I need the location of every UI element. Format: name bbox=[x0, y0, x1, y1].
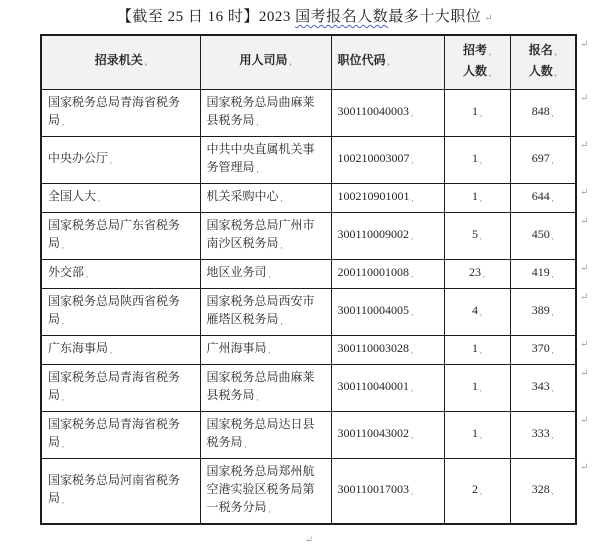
table-row bbox=[41, 288, 576, 335]
cell-end-mark: , bbox=[551, 193, 554, 203]
table-cell: 343 , bbox=[510, 364, 576, 411]
table-cell: 419 , bbox=[510, 259, 576, 288]
cell-end-mark: , bbox=[256, 392, 259, 402]
row-paragraph-mark-icon: ↵ bbox=[580, 140, 589, 151]
table-row bbox=[41, 364, 576, 411]
cell-end-mark: , bbox=[62, 240, 65, 250]
cell-end-mark: , bbox=[411, 307, 414, 317]
cell-end-mark: , bbox=[483, 269, 485, 279]
cell-end-mark: , bbox=[411, 486, 414, 496]
table-cell: 300110003028 , bbox=[331, 335, 444, 364]
cell-end-mark: , bbox=[411, 155, 414, 165]
paragraph-mark-icon: ↵ bbox=[484, 13, 494, 24]
cell-end-mark: , bbox=[480, 155, 482, 165]
table-cell: 100210003007 , bbox=[331, 136, 444, 183]
table-cell: 全国人大 , bbox=[41, 183, 200, 212]
row-paragraph-mark-icon: ↵ bbox=[580, 39, 589, 50]
cell-end-mark: , bbox=[411, 345, 414, 355]
document-end-paragraph bbox=[40, 530, 575, 548]
column-header: 报名 , 人数 , bbox=[510, 35, 576, 89]
cell-end-mark: , bbox=[244, 439, 247, 449]
cell-end-mark: , bbox=[256, 164, 259, 174]
page-title bbox=[0, 0, 610, 28]
cell-end-mark: , bbox=[110, 345, 113, 355]
table-row bbox=[41, 212, 576, 259]
cell-end-mark: , bbox=[86, 269, 89, 279]
cell-end-mark: , bbox=[480, 307, 482, 317]
column-header: 用人司局 , bbox=[200, 35, 331, 89]
cell-end-mark: , bbox=[551, 486, 554, 496]
cell-end-mark: , bbox=[480, 345, 482, 355]
cell-end-mark: , bbox=[289, 58, 292, 68]
table-cell: 1 , bbox=[444, 335, 510, 364]
table-cell: 国家税务总局广州市南沙区税务局 , bbox=[200, 212, 331, 259]
cell-end-mark: , bbox=[411, 383, 414, 393]
table-cell: 697 , bbox=[510, 136, 576, 183]
table-cell: 300110017003 , bbox=[331, 458, 444, 524]
cell-end-mark: , bbox=[280, 316, 283, 326]
table-cell: 国家税务总局青海省税务局 , bbox=[41, 411, 200, 458]
cell-end-mark: , bbox=[256, 117, 259, 127]
table-cell: 1 , bbox=[444, 364, 510, 411]
table-row bbox=[41, 183, 576, 212]
table-cell: 中共中央直属机关事务管理局 , bbox=[200, 136, 331, 183]
table-cell: 1 , bbox=[444, 89, 510, 136]
cell-end-mark: , bbox=[551, 269, 554, 279]
table-cell: 370 , bbox=[510, 335, 576, 364]
table-cell: 国家税务总局达日县税务局 , bbox=[200, 411, 331, 458]
cell-end-mark: , bbox=[280, 193, 283, 203]
table-cell: 广东海事局 , bbox=[41, 335, 200, 364]
column-header: 招考 , 人数 , bbox=[444, 35, 510, 89]
table-row bbox=[41, 335, 576, 364]
row-paragraph-mark-icon: ↵ bbox=[580, 339, 589, 350]
table-cell: 机关采购中心 , bbox=[200, 183, 331, 212]
table-cell: 848 , bbox=[510, 89, 576, 136]
cell-end-mark: , bbox=[411, 193, 414, 203]
table-row bbox=[41, 89, 576, 136]
cell-end-mark: , bbox=[480, 486, 482, 496]
title-spellcheck-segment: 国考报名人数 bbox=[295, 9, 389, 25]
cell-end-mark: , bbox=[551, 345, 554, 355]
table-row bbox=[41, 136, 576, 183]
table-cell: 广州海事局 , bbox=[200, 335, 331, 364]
row-paragraph-mark-icon: ↵ bbox=[580, 93, 589, 104]
cell-end-mark: , bbox=[554, 47, 557, 57]
table-cell: 300110040001 , bbox=[331, 364, 444, 411]
table-cell: 23 , bbox=[444, 259, 510, 288]
cell-end-mark: , bbox=[110, 155, 113, 165]
table-cell: 国家税务总局青海省税务局 , bbox=[41, 364, 200, 411]
table-cell: 100210901001 , bbox=[331, 183, 444, 212]
table-cell: 地区业务司 , bbox=[200, 259, 331, 288]
cell-end-mark: , bbox=[551, 155, 554, 165]
cell-end-mark: , bbox=[551, 430, 554, 440]
cell-end-mark: , bbox=[62, 117, 65, 127]
paragraph-mark-icon: ↵ bbox=[304, 534, 314, 546]
table-cell: 2 , bbox=[444, 458, 510, 524]
cell-end-mark: , bbox=[411, 108, 414, 118]
table-cell: 外交部 , bbox=[41, 259, 200, 288]
table-cell: 国家税务总局青海省税务局 , bbox=[41, 89, 200, 136]
column-header: 招录机关 , bbox=[41, 35, 200, 89]
cell-end-mark: , bbox=[62, 439, 65, 449]
cell-end-mark: , bbox=[489, 47, 491, 57]
title-suffix: 最多十大职位 bbox=[388, 9, 482, 25]
table-cell: 国家税务总局西安市雁塔区税务局 , bbox=[200, 288, 331, 335]
cell-end-mark: , bbox=[411, 231, 414, 241]
table-cell: 1 , bbox=[444, 136, 510, 183]
row-paragraph-mark-icon: ↵ bbox=[580, 368, 589, 379]
row-paragraph-mark-icon: ↵ bbox=[580, 415, 589, 426]
table-cell: 200110001008 , bbox=[331, 259, 444, 288]
cell-end-mark: , bbox=[480, 430, 482, 440]
row-paragraph-mark-icon: ↵ bbox=[580, 292, 589, 303]
table-cell: 300110043002 , bbox=[331, 411, 444, 458]
row-paragraph-mark-icon: ↵ bbox=[580, 187, 589, 198]
cell-end-mark: , bbox=[62, 495, 65, 505]
table-cell: 644 , bbox=[510, 183, 576, 212]
table-body bbox=[41, 89, 576, 524]
cell-end-mark: , bbox=[551, 231, 554, 241]
cell-end-mark: , bbox=[268, 345, 271, 355]
cell-end-mark: , bbox=[411, 269, 414, 279]
table-row bbox=[41, 259, 576, 288]
table-cell: 450 , bbox=[510, 212, 576, 259]
table-cell: 国家税务总局广东省税务局 , bbox=[41, 212, 200, 259]
table-cell: 5 , bbox=[444, 212, 510, 259]
cell-end-mark: , bbox=[98, 193, 101, 203]
table-row bbox=[41, 411, 576, 458]
top10-positions-table bbox=[40, 34, 577, 525]
cell-end-mark: , bbox=[268, 504, 271, 514]
header-row bbox=[41, 35, 576, 89]
column-header: 职位代码 , bbox=[331, 35, 444, 89]
cell-end-mark: , bbox=[551, 307, 554, 317]
cell-end-mark: , bbox=[411, 430, 414, 440]
cell-end-mark: , bbox=[489, 68, 491, 78]
row-paragraph-mark-icon: ↵ bbox=[580, 462, 589, 473]
row-paragraph-mark-icon: ↵ bbox=[580, 263, 589, 274]
cell-end-mark: , bbox=[554, 68, 557, 78]
cell-end-mark: , bbox=[62, 316, 65, 326]
table-cell: 300110040003 , bbox=[331, 89, 444, 136]
cell-end-mark: , bbox=[480, 231, 482, 241]
cell-end-mark: , bbox=[144, 58, 147, 68]
cell-end-mark: , bbox=[551, 108, 554, 118]
row-paragraph-mark-icon: ↵ bbox=[580, 216, 589, 227]
cell-end-mark: , bbox=[551, 383, 554, 393]
table-zone bbox=[40, 34, 589, 525]
table-cell: 300110004005 , bbox=[331, 288, 444, 335]
table-row bbox=[41, 458, 576, 524]
cell-end-mark: , bbox=[268, 269, 271, 279]
table-cell: 333 , bbox=[510, 411, 576, 458]
table-header bbox=[41, 35, 576, 89]
table-cell: 389 , bbox=[510, 288, 576, 335]
table-cell: 328 , bbox=[510, 458, 576, 524]
table-cell: 国家税务总局河南省税务局 , bbox=[41, 458, 200, 524]
table-cell: 国家税务总局陕西省税务局 , bbox=[41, 288, 200, 335]
cell-end-mark: , bbox=[387, 58, 390, 68]
table-cell: 国家税务总局郑州航空港实验区税务局第一税务分局 , bbox=[200, 458, 331, 524]
cell-end-mark: , bbox=[480, 193, 482, 203]
cell-end-mark: , bbox=[280, 240, 283, 250]
cell-end-mark: , bbox=[62, 392, 65, 402]
cell-end-mark: , bbox=[480, 108, 482, 118]
title-prefix: 【截至 25 日 16 时】2023 bbox=[116, 9, 296, 25]
table-cell: 国家税务总局曲麻莱县税务局 , bbox=[200, 364, 331, 411]
cell-end-mark: , bbox=[480, 383, 482, 393]
table-cell: 300110009002 , bbox=[331, 212, 444, 259]
table-cell: 中央办公厅 , bbox=[41, 136, 200, 183]
table-cell: 国家税务总局曲麻莱县税务局 , bbox=[200, 89, 331, 136]
table-cell: 1 , bbox=[444, 411, 510, 458]
table-cell: 1 , bbox=[444, 183, 510, 212]
table-cell: 4 , bbox=[444, 288, 510, 335]
